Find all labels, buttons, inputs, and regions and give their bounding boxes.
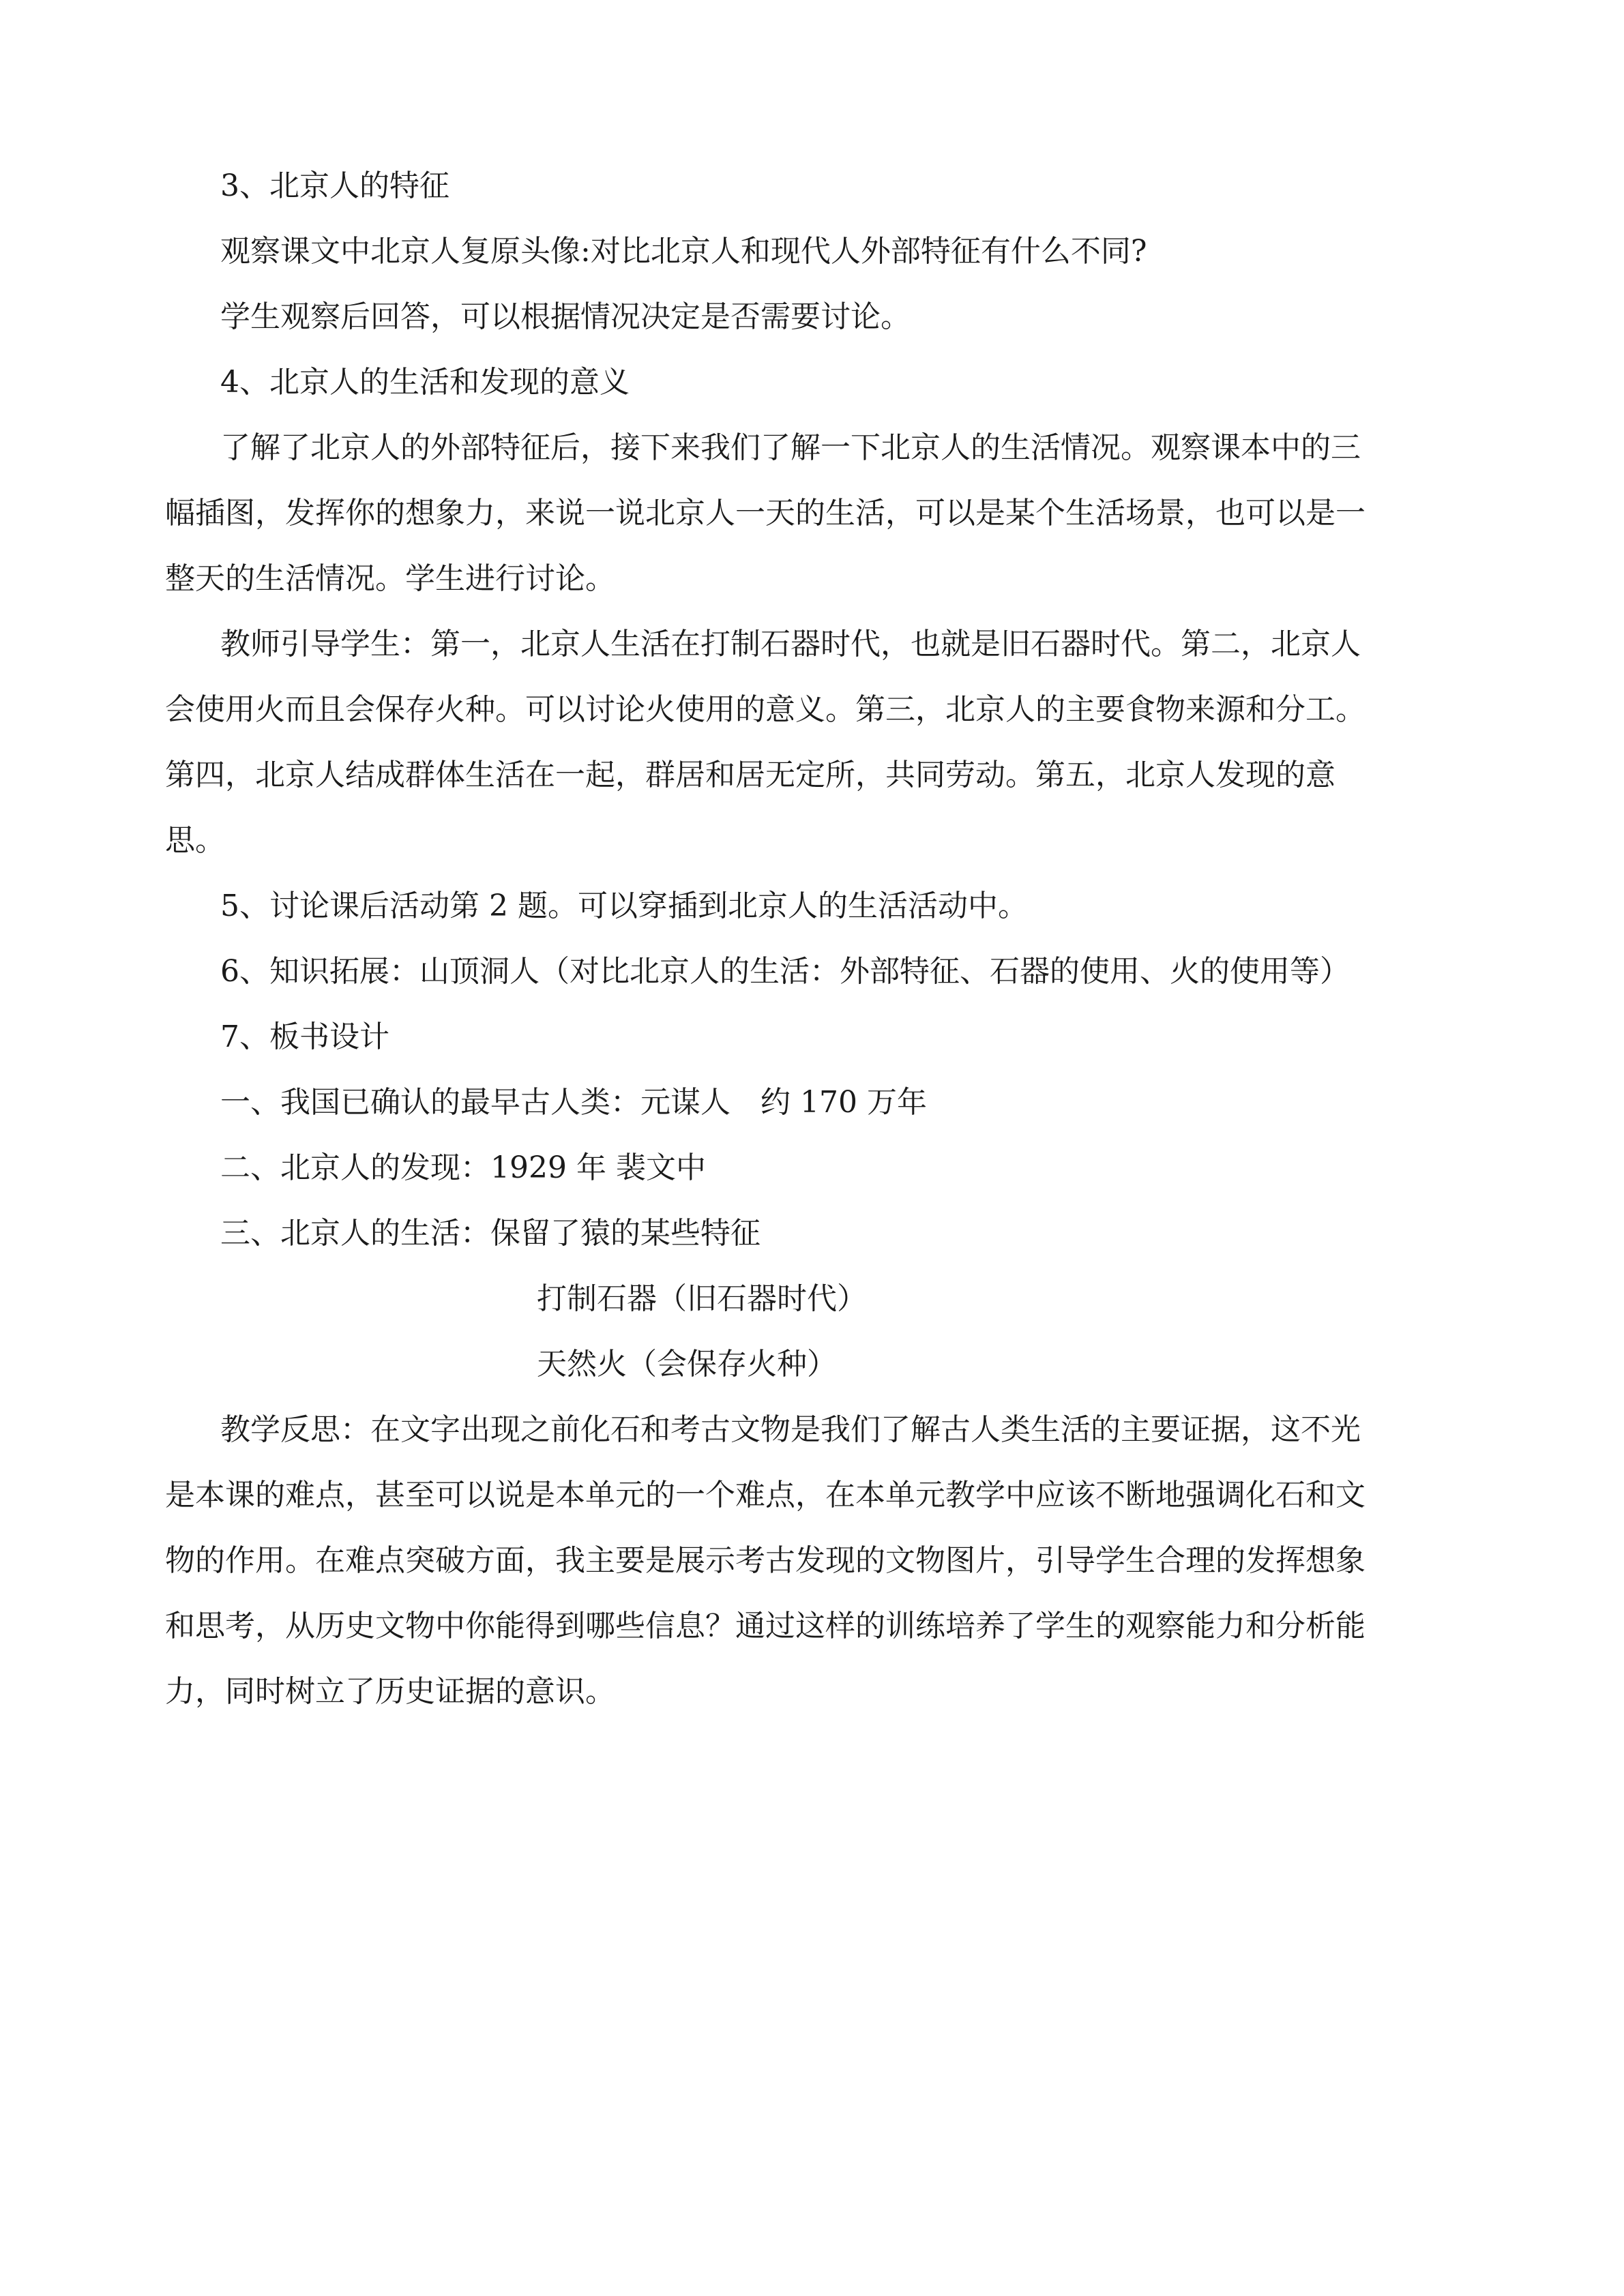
paragraph-line: 教师引导学生：第一，北京人生活在打制石器时代，也就是旧石器时代。第二，北京人 xyxy=(220,627,1361,661)
blackboard-design xyxy=(165,1070,1481,1397)
paragraph-line: 第四，北京人结成群体生活在一起，群居和居无定所，共同劳动。第五，北京人发现的意 xyxy=(165,758,1335,792)
board-item-3: 三、北京人的生活：保留了猿的某些特征 xyxy=(220,1216,761,1251)
paragraph-line: 整天的生活情况。学生进行讨论。 xyxy=(165,561,615,596)
paragraph-line: 是本课的难点，甚至可以说是本单元的一个难点，在本单元教学中应该不断地强调化石和文 xyxy=(165,1478,1365,1512)
section-heading-7: 7、板书设计 xyxy=(220,1019,389,1054)
board-item-2: 二、北京人的发现：1929 年 裴文中 xyxy=(220,1150,706,1185)
section-heading-5: 5、讨论课后活动第 2 题。可以穿插到北京人的生活活动中。 xyxy=(220,889,1028,923)
paragraph-line: 物的作用。在难点突破方面，我主要是展示考古发现的文物图片，引导学生合理的发挥想象 xyxy=(165,1543,1365,1578)
section-heading-6: 6、知识拓展：山顶洞人（对比北京人的生活：外部特征、石器的使用、火的使用等） xyxy=(220,954,1350,989)
board-subitem-stone-tools: 打制石器（旧石器时代） xyxy=(537,1281,867,1316)
paragraph-line: 幅插图，发挥你的想象力，来说一说北京人一天的生活，可以是某个生活场景，也可以是一 xyxy=(165,496,1365,531)
paragraph-line: 思。 xyxy=(165,823,225,858)
paragraph-teaching-reflection xyxy=(165,1397,1481,1725)
document-body xyxy=(165,153,1481,1725)
paragraph-life xyxy=(165,415,1481,612)
paragraph-line: 力，同时树立了历史证据的意识。 xyxy=(165,1674,615,1709)
board-subitem-fire: 天然火（会保存火种） xyxy=(537,1347,837,1382)
paragraph-line: 和思考，从历史文物中你能得到哪些信息？通过这样的训练培养了学生的观察能力和分析能 xyxy=(165,1609,1365,1643)
paragraph-teacher-guide xyxy=(165,612,1481,874)
board-item-1: 一、我国已确认的最早古人类：元谋人 约 170 万年 xyxy=(220,1085,927,1120)
section-heading-4: 4、北京人的生活和发现的意义 xyxy=(220,365,630,400)
section-heading-3: 3、北京人的特征 xyxy=(220,168,449,203)
paragraph-line: 会使用火而且会保存火种。可以讨论火使用的意义。第三，北京人的主要食物来源和分工。 xyxy=(165,692,1365,727)
paragraph-observe: 观察课文中北京人复原头像:对比北京人和现代人外部特征有什么不同? xyxy=(220,234,1147,269)
paragraph-answer: 学生观察后回答，可以根据情况决定是否需要讨论。 xyxy=(220,299,911,334)
paragraph-line: 了解了北京人的外部特征后，接下来我们了解一下北京人的生活情况。观察课本中的三 xyxy=(220,430,1361,465)
paragraph-line: 教学反思：在文字出现之前化石和考古文物是我们了解古人类生活的主要证据，这不光 xyxy=(220,1412,1361,1447)
